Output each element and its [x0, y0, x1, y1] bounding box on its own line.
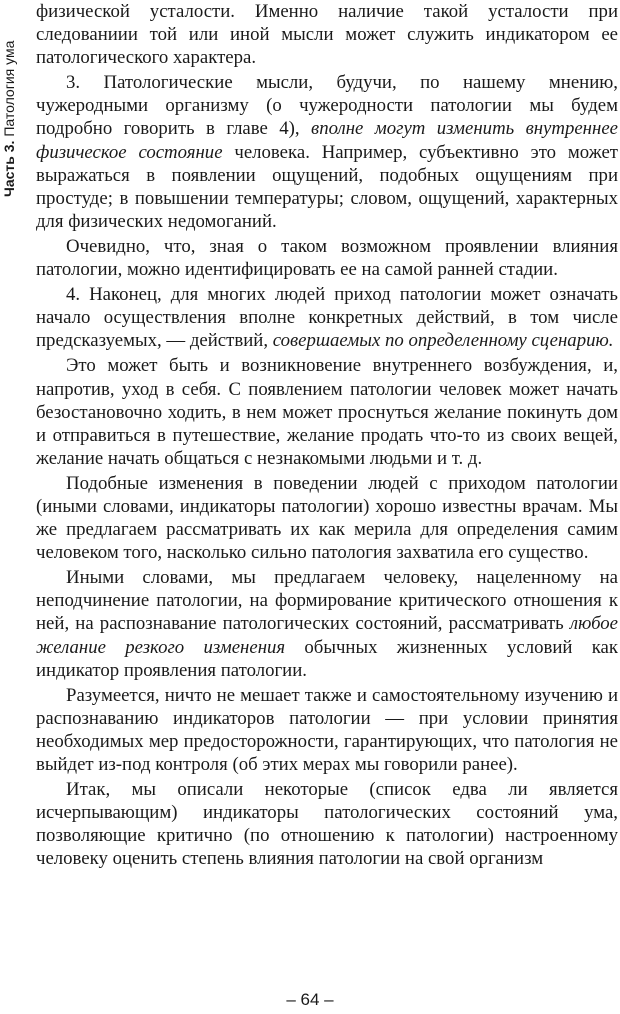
italic-text: любое желание резкого изменения	[36, 613, 618, 658]
text-segment: Очевидно, что, зная о таком возможном проявлении влияния патологии, можно идентифицировать ее на самой ранней стадии.	[36, 235, 618, 281]
running-header-part: Часть 3.	[1, 140, 17, 197]
body-text	[36, 0, 618, 870]
text-segment: Это может быть и возникновение внутреннего возбуждения, и, напротив, уход в себя. С появлением патологии человек может начать безостановочно ходить, в нем может проснуться желание покинуть дом и отправиться в путешествие, желание продать что-то из своих вещей, желание начать общаться с незнакомыми людьми и т. д.	[36, 355, 618, 469]
text-segment: физической усталости. Именно наличие такой усталости при следованиии той или иной мысли может служить индикатором ее патологического характера.	[36, 1, 618, 69]
paragraph	[36, 778, 618, 870]
italic-text: вполне могут изменить внутреннее физическое состояние	[36, 118, 618, 163]
text-segment: человека. Например, субъективно это может выражаться в появлении ощущений, подобных ощущениям при простуде; в повышении температуры; словом, ощущений, характерных для физических недомоганий.	[36, 141, 618, 232]
paragraph	[36, 235, 618, 281]
text-segment: Итак, мы описали некоторые (список едва ли является исчерпывающим) индикаторы патологических состояний ума, позволяющие критично (по отношению к патологии) настроенному человеку оценить степень влияния патологии на свой организм	[36, 779, 618, 870]
paragraph	[36, 71, 618, 233]
text-segment: обычных жизненных условий как индикатор проявления патологии.	[36, 636, 618, 681]
running-header	[0, 7, 19, 197]
text-segment: 3. Патологические мысли, будучи, по нашему мнению, чужеродными организму (о чужеродности патологии мы будем подробно говорить в главе 4),	[36, 72, 618, 140]
page-number: – 64 –	[286, 990, 334, 1009]
text-segment: Иными словами, мы предлагаем человеку, нацеленному на неподчинение патологии, на формирование критического отношения к ней, на распознавание патологических состояний, рассматривать	[36, 567, 618, 635]
text-segment: 4. Наконец, для многих людей приход патологии может означать начало осуществления вполне конкретных действий, в том числе предсказуемых, — действий,	[36, 284, 618, 352]
paragraph	[36, 0, 618, 69]
paragraph	[36, 472, 618, 564]
running-header-title: Патология ума	[1, 40, 17, 137]
text-segment: Разумеется, ничто не мешает также и самостоятельному изучению и распознаванию индикаторов патологии — при условии принятия необходимых мер предосторожности, гарантирующих, что патология не выйдет из-под контроля (об этих мерах мы говорили ранее).	[36, 684, 618, 775]
italic-text: совершаемых по определенному сценарию.	[272, 330, 614, 352]
paragraph	[36, 354, 618, 469]
paragraph	[36, 566, 618, 681]
paragraph	[36, 684, 618, 776]
paragraph	[36, 283, 618, 352]
text-segment: Подобные изменения в поведении людей с приходом патологии (иными словами, индикаторы патологии) хорошо известны врачам. Мы же предлагаем рассматривать их как мерила для определения самим человеком того, насколько сильно патология захватила его существо.	[36, 472, 618, 564]
